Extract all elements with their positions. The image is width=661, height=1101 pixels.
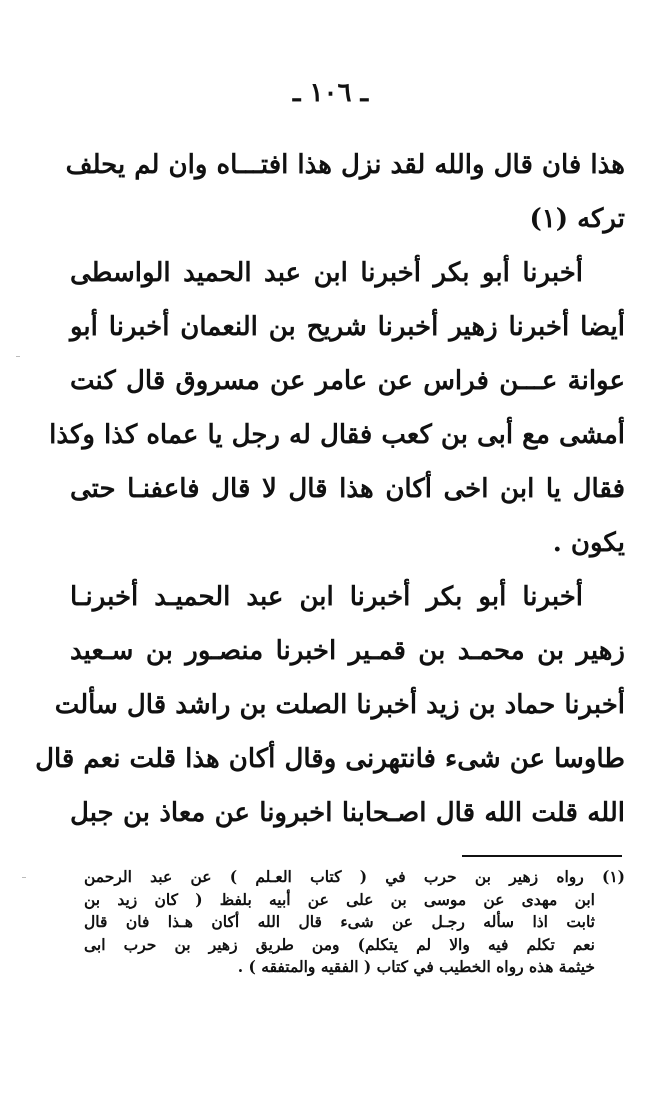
text-line: أمشى مع أبى بن كعب فقال له رجل يا عماه كذا وكذا [49, 420, 625, 450]
footnote-line: (١) رواه زهير بن حرب في ( كتاب العـلم ) عن عبد الرحمن [84, 867, 625, 886]
text-line: فقال يا ابن اخى أكان هذا قال لا قال فاعفنـا حتى [70, 474, 625, 504]
footnote-divider [462, 855, 622, 857]
text-line: الله قلت الله قال اصـحابنا اخبرونا عن معاذ بن جبل [70, 798, 625, 828]
text-line: زهير بن محمـد بن قمـير اخبرنا منصـور بن سـعيد [70, 636, 625, 666]
scan-mark [22, 877, 26, 878]
footnote-line: ثابت اذا سأله رجـل عن شىء قال الله أكان هـذا فان قال [84, 912, 595, 931]
paragraph-start-line: أخبرنا أبو بكر أخبرنا ابن عبد الحميد الواسطى [70, 258, 583, 288]
text-line: عوانة عـــن فراس عن عامر عن مسروق قال كنت [70, 366, 625, 396]
footnote-line: خيثمة هذه رواه الخطيب في كتاب ( الفقيه والمتفقه ) . [237, 957, 595, 976]
scan-mark [16, 356, 20, 357]
main-text [35, 138, 625, 840]
footnote [84, 866, 625, 979]
text-line: أيضا أخبرنا زهير أخبرنا شريح بن النعمان أخبرنا أبو [70, 312, 625, 342]
text-line: أخبرنا حماد بن زيد أخبرنا الصلت بن راشد قال سألت [54, 690, 625, 720]
text-line: طاوسا عن شىء فانتهرنى وقال أكان هذا قلت نعم قال [35, 744, 625, 774]
text-line: هذا فان قال والله لقد نزل هذا افتـــاه وان لم يحلف [65, 150, 625, 180]
footnote-line: ابن مهدى عن موسى بن على عن أبيه بلفظ ( كان زيد بن [84, 889, 595, 909]
text-line: تركه (١) [529, 204, 625, 234]
page-number: ـ ١٠٦ ـ [292, 78, 369, 108]
text-line: يكون . [552, 528, 625, 558]
footnote-line: نعم تكلم فيه والا لم يتكلم) ومن طريق زهير بن حرب ابى [84, 934, 595, 954]
paragraph-start-line: أخبرنا أبو بكر أخبرنا ابن عبد الحميـد أخبرنـا [70, 582, 583, 612]
